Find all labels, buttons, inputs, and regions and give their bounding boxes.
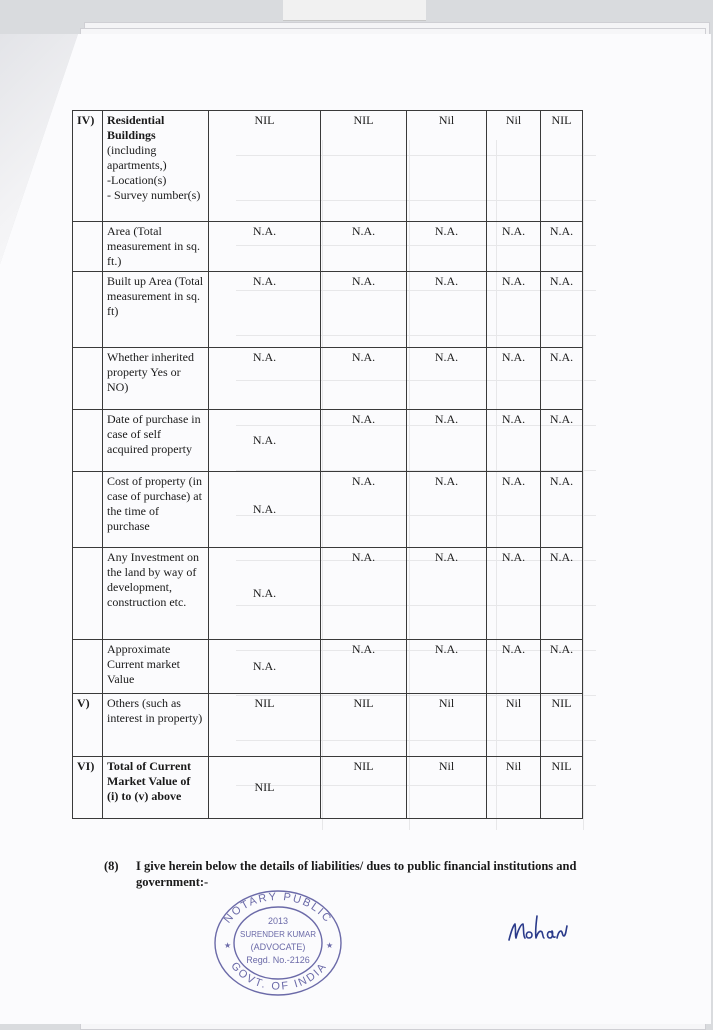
- stamp-name: SURENDER KUMAR: [239, 930, 317, 939]
- row-number: [73, 548, 103, 640]
- row-number: IV): [73, 111, 103, 222]
- stamp-top-text: NOTARY PUBLIC: [221, 890, 335, 926]
- value-cell: N.A.: [487, 222, 541, 272]
- description-line: Approximate Current market Value: [107, 642, 180, 686]
- value-cell: N.A.: [541, 348, 583, 410]
- value-cell: N.A.: [321, 410, 407, 472]
- signature: [505, 910, 569, 946]
- value-cell: N.A.: [541, 272, 583, 348]
- value-cell: NIL: [321, 111, 407, 222]
- row-description: [103, 757, 209, 819]
- value-cell: NIL: [209, 111, 321, 222]
- value-cell: NIL: [541, 694, 583, 757]
- table-row: [73, 640, 583, 694]
- row-description: [103, 548, 209, 640]
- value-cell: N.A.: [407, 410, 487, 472]
- value-cell: N.A.: [407, 222, 487, 272]
- value-cell: NIL: [321, 694, 407, 757]
- value-cell: N.A.: [209, 472, 321, 548]
- value-cell: N.A.: [321, 548, 407, 640]
- assets-table: [72, 110, 583, 819]
- row-number: [73, 272, 103, 348]
- value-cell: N.A.: [487, 410, 541, 472]
- stamp-year: 2013: [267, 916, 289, 926]
- table-row: [73, 410, 583, 472]
- paper-tab: [283, 0, 426, 21]
- description-line: Total of Current Market Value of (i) to (v) above: [107, 759, 191, 803]
- stamp-role: (ADVOCATE): [250, 942, 306, 952]
- description-line: Whether inherited property Yes or NO): [107, 350, 194, 394]
- row-number: V): [73, 694, 103, 757]
- row-description: [103, 222, 209, 272]
- value-cell: N.A.: [209, 348, 321, 410]
- value-cell: Nil: [407, 694, 487, 757]
- table-row: [73, 548, 583, 640]
- value-cell: NIL: [541, 111, 583, 222]
- value-cell: N.A.: [407, 472, 487, 548]
- value-cell: N.A.: [487, 640, 541, 694]
- value-cell: NIL: [541, 757, 583, 819]
- value-cell: N.A.: [407, 348, 487, 410]
- value-cell: N.A.: [487, 548, 541, 640]
- row-number: [73, 348, 103, 410]
- item-text-line2: government:-: [136, 875, 209, 889]
- stamp-regd: Regd. No.-2126: [246, 955, 310, 965]
- table-row: [73, 472, 583, 548]
- description-line: Date of purchase in case of self acquired property: [107, 412, 201, 456]
- description-line: Area (Total measurement in sq. ft.): [107, 224, 200, 268]
- stamp-star-right: ★: [326, 941, 334, 950]
- value-cell: N.A.: [487, 472, 541, 548]
- value-cell: Nil: [487, 694, 541, 757]
- item-number: (8): [104, 859, 119, 873]
- row-number: [73, 640, 103, 694]
- value-cell: Nil: [407, 111, 487, 222]
- value-cell: N.A.: [209, 222, 321, 272]
- notary-stamp: [212, 888, 346, 998]
- value-cell: N.A.: [321, 348, 407, 410]
- table-row: [73, 222, 583, 272]
- row-number: VI): [73, 757, 103, 819]
- table-row: [73, 757, 583, 819]
- value-cell: N.A.: [487, 272, 541, 348]
- value-cell: N.A.: [321, 472, 407, 548]
- value-cell: N.A.: [407, 548, 487, 640]
- value-cell: NIL: [209, 694, 321, 757]
- description-line: (including apartments,): [107, 143, 167, 172]
- description-line: Cost of property (in case of purchase) at the time of purchase: [107, 474, 202, 533]
- value-cell: N.A.: [541, 640, 583, 694]
- value-cell: N.A.: [541, 472, 583, 548]
- value-cell: N.A.: [541, 548, 583, 640]
- description-line: Residential Buildings: [107, 113, 165, 142]
- value-cell: Nil: [487, 111, 541, 222]
- row-description: [103, 694, 209, 757]
- description-line: -Location(s): [107, 173, 167, 187]
- value-cell: N.A.: [407, 640, 487, 694]
- value-cell: N.A.: [541, 410, 583, 472]
- value-cell: N.A.: [321, 640, 407, 694]
- value-cell: N.A.: [321, 222, 407, 272]
- table-row: [73, 694, 583, 757]
- description-line: Any Investment on the land by way of development, construction etc.: [107, 550, 199, 609]
- value-cell: N.A.: [487, 348, 541, 410]
- row-description: [103, 348, 209, 410]
- value-cell: N.A.: [407, 272, 487, 348]
- table-row: [73, 348, 583, 410]
- value-cell: Nil: [487, 757, 541, 819]
- value-cell: N.A.: [209, 272, 321, 348]
- description-line: Built up Area (Total measurement in sq. ft): [107, 274, 204, 318]
- row-description: [103, 410, 209, 472]
- table-row: [73, 272, 583, 348]
- value-cell: Nil: [407, 757, 487, 819]
- value-cell: NIL: [209, 757, 321, 819]
- row-description: [103, 272, 209, 348]
- row-description: [103, 111, 209, 222]
- value-cell: NIL: [321, 757, 407, 819]
- value-cell: N.A.: [209, 548, 321, 640]
- row-number: [73, 472, 103, 548]
- stamp-star-left: ★: [224, 941, 232, 950]
- item-text-line1: I give herein below the details of liabilities/ dues to public financial institutions and: [136, 859, 577, 873]
- value-cell: N.A.: [321, 272, 407, 348]
- stamp-bottom-text: GOVT. OF INDIA: [228, 960, 330, 993]
- description-line: Others (such as interest in property): [107, 696, 203, 725]
- row-description: [103, 472, 209, 548]
- value-cell: N.A.: [541, 222, 583, 272]
- table-row: [73, 111, 583, 222]
- value-cell: N.A.: [209, 640, 321, 694]
- value-cell: N.A.: [209, 410, 321, 472]
- description-line: - Survey number(s): [107, 188, 201, 202]
- row-description: [103, 640, 209, 694]
- row-number: [73, 222, 103, 272]
- row-number: [73, 410, 103, 472]
